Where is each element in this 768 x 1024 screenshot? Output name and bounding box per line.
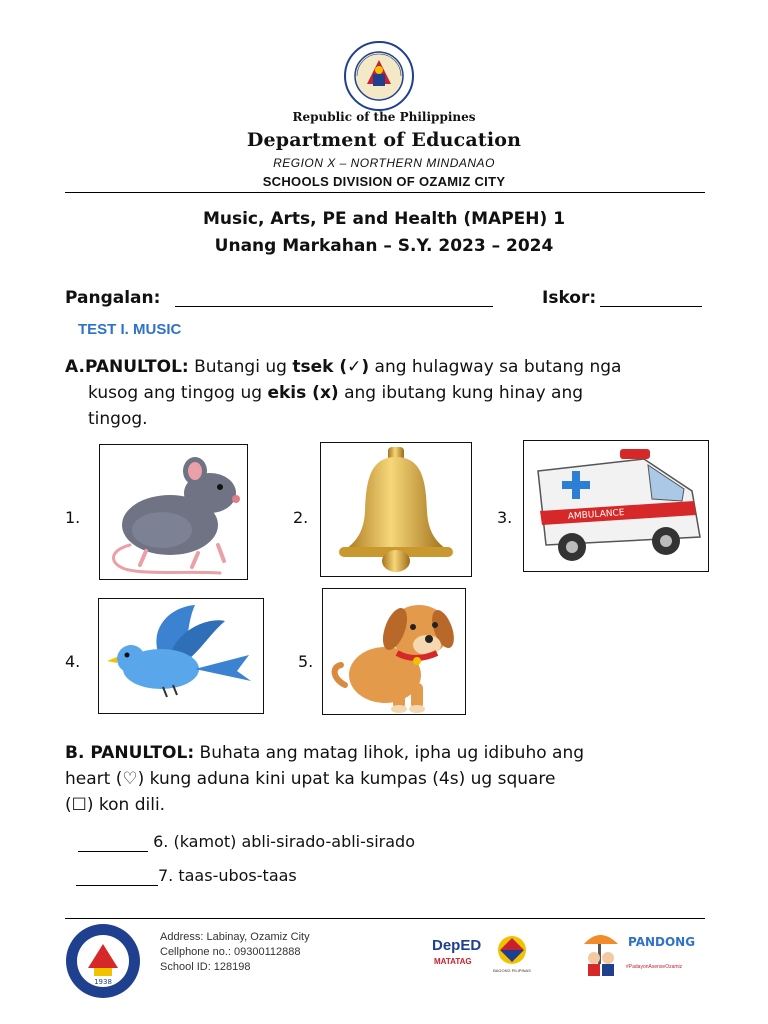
quarter-title: Unang Markahan – S.Y. 2023 – 2024 xyxy=(214,236,554,256)
part-a-text3: kusog ang tingog ug xyxy=(88,383,268,403)
part-a-text5: tingog. xyxy=(88,409,148,429)
matatag-text: MATATAG xyxy=(434,957,472,966)
part-b-directions xyxy=(65,740,685,818)
score-label: Iskor: xyxy=(542,288,597,308)
item-2-number: 2. xyxy=(293,508,309,527)
item-1-number: 1. xyxy=(65,508,81,527)
school-id-text: School ID: 128198 xyxy=(160,961,251,973)
footer-divider xyxy=(65,918,705,919)
part-a-text2: ang hulagway sa butang nga xyxy=(369,357,622,377)
bagong-pilipinas-text: BAGONG PILIPINAS xyxy=(493,968,531,973)
part-b-text1: Buhata ang matag lihok, ipha ug idibuho ang xyxy=(194,743,585,763)
item-5-number: 5. xyxy=(298,652,314,671)
item-7 xyxy=(76,866,297,886)
ambulance-label: AMBULANCE xyxy=(567,508,625,522)
rat-icon xyxy=(100,564,247,580)
republic-label: Republic of the Philippines xyxy=(292,110,476,124)
name-label: Pangalan: xyxy=(65,288,161,308)
tsek-keyword: tsek (✓) xyxy=(292,357,370,377)
item-4-number: 4. xyxy=(65,652,81,671)
pandong-text: PANDONG xyxy=(628,935,696,949)
header-divider xyxy=(65,192,705,193)
part-a-label: PANULTOL: xyxy=(84,357,189,377)
part-a-text4: ang ibutang kung hinay ang xyxy=(338,383,584,403)
bell-image[interactable] xyxy=(320,442,472,577)
bird-icon xyxy=(99,698,263,714)
department-label: Department of Education xyxy=(246,129,522,151)
deped-matatag-logo xyxy=(430,932,540,976)
deped-seal-icon xyxy=(343,40,415,112)
name-input-line[interactable] xyxy=(175,306,493,307)
deped-logo-text: DepED xyxy=(432,937,482,954)
rat-image[interactable] xyxy=(99,444,248,580)
dog-icon xyxy=(323,699,465,715)
part-b-label: B. PANULTOL: xyxy=(65,743,195,763)
school-logo-icon xyxy=(64,922,142,1000)
item-7-text: 7. taas-ubos-taas xyxy=(158,866,297,885)
bell-icon xyxy=(321,561,471,577)
division-label: SCHOOLS DIVISION OF OZAMIZ CITY xyxy=(262,174,506,189)
pandong-logo xyxy=(580,924,702,978)
pandong-hashtag: #PadayonAsenseOzamiz xyxy=(626,964,683,970)
subject-title: Music, Arts, PE and Health (MAPEH) 1 xyxy=(202,209,566,229)
part-b-text2: heart (♡) kung aduna kini upat ka kumpas (4s) ug square xyxy=(65,769,556,789)
item-6 xyxy=(78,832,415,852)
score-input-line[interactable] xyxy=(600,306,702,307)
bird-image[interactable] xyxy=(98,598,264,714)
dog-image[interactable] xyxy=(322,588,466,715)
ambulance-image[interactable] xyxy=(523,440,709,572)
address-text: Address: Labinay, Ozamiz City xyxy=(160,931,310,943)
school-logo-year: 1938 xyxy=(94,978,112,986)
item-6-answer-blank[interactable] xyxy=(78,832,148,852)
item-3-number: 3. xyxy=(497,508,513,527)
part-a-letter: A. xyxy=(65,357,85,377)
part-a-directions xyxy=(65,354,685,432)
part-a-text1: Butangi ug xyxy=(188,357,293,377)
ekis-keyword: ekis (x) xyxy=(267,383,339,403)
region-label: REGION X – NORTHERN MINDANAO xyxy=(273,156,495,170)
ambulance-icon xyxy=(524,508,708,572)
test-heading: TEST I. MUSIC xyxy=(78,321,182,338)
item-7-answer-blank[interactable] xyxy=(76,866,158,886)
item-6-text: 6. (kamot) abli-sirado-abli-sirado xyxy=(153,832,415,851)
cellphone-text: Cellphone no.: 09300112888 xyxy=(160,946,301,958)
school-contact xyxy=(160,930,310,975)
part-b-text3: (☐) kon dili. xyxy=(65,795,166,815)
